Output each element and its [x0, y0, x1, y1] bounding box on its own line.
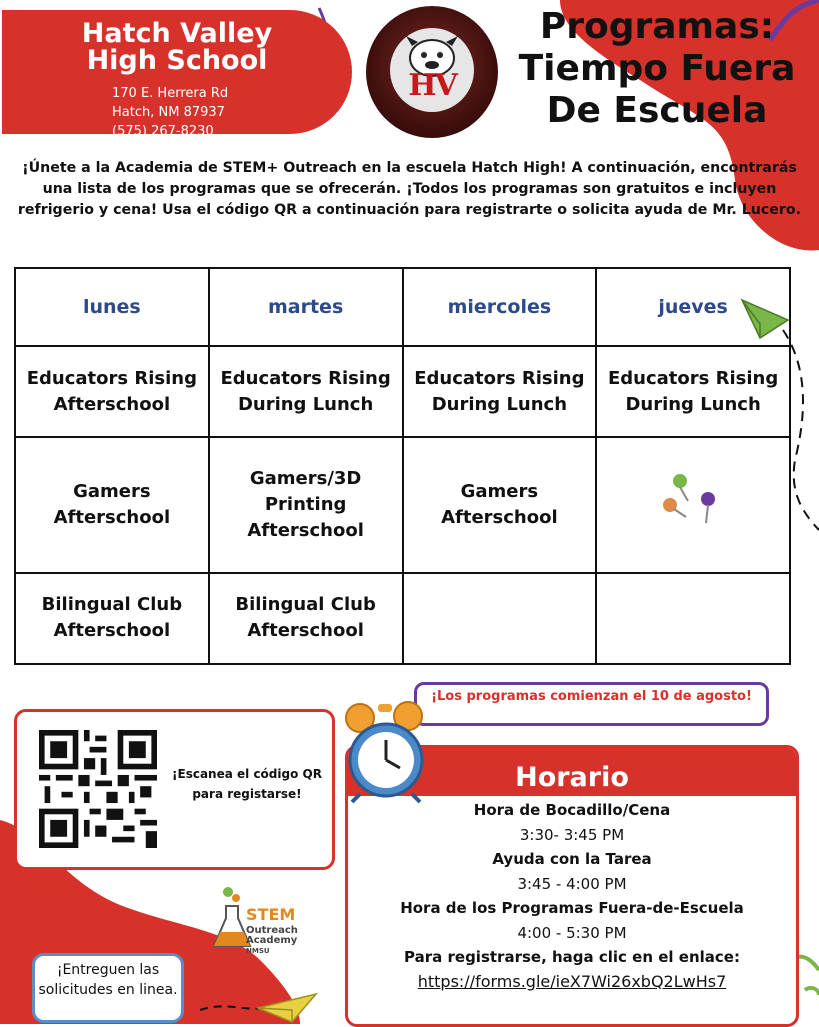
- intro-text: ¡Únete a la Academia de STEM+ Outreach en la escuela Hatch High! A continuación, encontrarás una lista de los programas que se ofrecerán. ¡Todos los programas son gratuitos e incluyen refrigerio y cena! Usa el código QR a continuación para registrarte o solicita ayuda de Mr. Lucero.: [17, 160, 802, 218]
- qr-code-box: [14, 709, 335, 870]
- qr-instruction: ¡Escanea el código QR para registarse!: [172, 767, 322, 801]
- day-header: lunes: [15, 268, 209, 346]
- phone-link[interactable]: (575) 267-8230: [112, 124, 214, 139]
- stem-logo-line: Academy: [246, 935, 298, 946]
- address-line-2: Hatch, NM 87937: [112, 105, 225, 120]
- applications-note: ¡Entreguen las solicitudes en linea.: [32, 953, 184, 1023]
- table-cell: Educators Rising During Lunch: [403, 346, 597, 437]
- schedule-label: Ayuda con la Tarea: [492, 850, 652, 868]
- table-cell: Educators Rising During Lunch: [596, 346, 790, 437]
- schedule-label: Hora de los Programas Fuera-de-Escuela: [400, 899, 744, 917]
- table-header-row: [15, 268, 790, 346]
- table-row: [15, 437, 790, 572]
- school-name: Hatch Valley High School: [81, 18, 273, 76]
- schedule-time: 3:45 - 4:00 PM: [517, 874, 627, 893]
- paper-plane-small-icon: [256, 992, 318, 1024]
- table-cell: Bilingual Club Afterschool: [15, 573, 209, 664]
- register-prompt: Para registrarse, haga clic en el enlace:: [404, 948, 740, 966]
- stem-logo-subtext: [246, 926, 298, 956]
- table-row: [15, 573, 790, 664]
- horario-title: Horario: [515, 762, 629, 793]
- table-cell: Gamers Afterschool: [403, 437, 597, 572]
- day-header: jueves: [596, 268, 790, 346]
- table-cell: Educators Rising Afterschool: [15, 346, 209, 437]
- school-info-box: [2, 10, 352, 139]
- table-cell: Gamers Afterschool: [15, 437, 209, 572]
- pushpins-icon: [658, 471, 728, 531]
- paper-plane-icon: [740, 298, 790, 340]
- page-title: Programas: Tiempo Fuera De Escuela: [518, 6, 796, 131]
- schedule-time: 3:30- 3:45 PM: [519, 825, 625, 844]
- logo-letters: HV: [408, 68, 456, 103]
- stem-logo-line: NMSU: [246, 947, 270, 955]
- table-cell: Educators Rising During Lunch: [209, 346, 403, 437]
- start-date-notice: ¡Los programas comienzan el 10 de agosto!: [414, 682, 769, 726]
- horario-lines: [348, 798, 796, 994]
- day-header: miercoles: [403, 268, 597, 346]
- table-cell: [403, 573, 597, 664]
- stem-outreach-logo: [212, 884, 312, 954]
- stem-logo-line: Outreach: [246, 925, 298, 936]
- schedule-label: Hora de Bocadillo/Cena: [473, 801, 671, 819]
- table-cell: Bilingual Club Afterschool: [209, 573, 403, 664]
- alarm-clock-icon: [338, 700, 434, 804]
- table-cell: [596, 573, 790, 664]
- school-address: [112, 84, 228, 141]
- qr-code[interactable]: [39, 730, 157, 848]
- stem-logo-text: STEM: [246, 905, 296, 924]
- address-line-1: 170 E. Herrera Rd: [112, 86, 229, 101]
- schedule-time: 4:00 - 5:30 PM: [517, 923, 627, 942]
- school-logo: [366, 6, 498, 138]
- schedule-table: [14, 267, 791, 665]
- table-cell: [596, 437, 790, 572]
- register-link[interactable]: https://forms.gle/ieX7Wi26xbQ2LwHs7: [417, 971, 727, 991]
- day-header: martes: [209, 268, 403, 346]
- table-row: [15, 346, 790, 437]
- table-cell: Gamers/3D Printing Afterschool: [209, 437, 403, 572]
